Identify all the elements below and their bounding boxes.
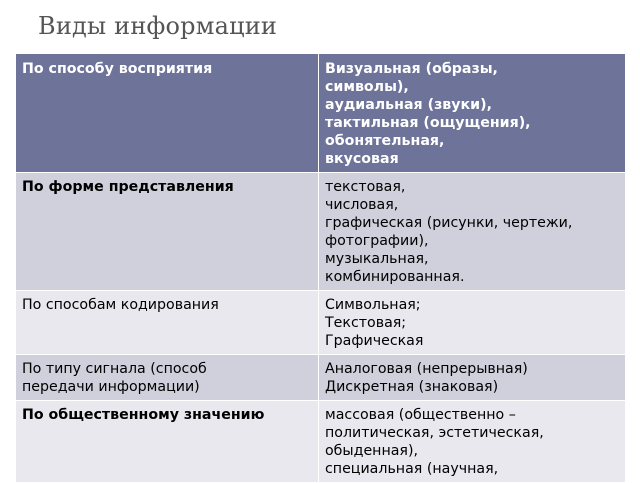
slide-title: Виды информации — [38, 12, 278, 40]
value-line: комбинированная. — [325, 269, 465, 285]
row-values — [319, 291, 626, 355]
value-line: текстовая, — [325, 179, 406, 195]
value-line: аудиальная (звуки), — [325, 97, 492, 113]
value-line: обыденная), — [325, 443, 418, 459]
row-values — [319, 54, 626, 173]
row-values — [319, 173, 626, 291]
row-label — [16, 173, 319, 291]
value-line: Символьная; — [325, 297, 421, 313]
table-row — [16, 54, 626, 173]
value-line: Визуальная (образы, — [325, 61, 498, 77]
value-line: вкусовая — [325, 151, 399, 167]
row-label-text: По общественному значению — [22, 407, 265, 423]
table-row — [16, 401, 626, 483]
value-line: массовая (общественно – — [325, 407, 516, 423]
value-line: тактильная (ощущения), — [325, 115, 531, 131]
value-line: музыкальная, — [325, 251, 429, 267]
value-line: числовая, — [325, 197, 399, 213]
row-label — [16, 54, 319, 173]
value-line: обонятельная, — [325, 133, 445, 149]
value-line: Текстовая; — [325, 315, 407, 331]
table-row — [16, 291, 626, 355]
value-line: Дискретная (знаковая) — [325, 379, 499, 395]
value-line: Аналоговая (непрерывная) — [325, 361, 528, 377]
row-label-text: По способам кодирования — [22, 297, 219, 313]
value-line: политическая, эстетическая, — [325, 425, 544, 441]
row-label-text: По типу сигнала (способ — [22, 361, 207, 377]
value-line: графическая (рисунки, чертежи, — [325, 215, 573, 231]
row-label-text: По форме представления — [22, 179, 234, 195]
row-values — [319, 355, 626, 401]
table-row — [16, 355, 626, 401]
value-line: фотографии), — [325, 233, 429, 249]
row-label-text: По способу восприятия — [22, 61, 213, 77]
row-values — [319, 401, 626, 483]
value-line: Графическая — [325, 333, 424, 349]
info-types-table — [15, 53, 626, 483]
table-row — [16, 173, 626, 291]
row-label — [16, 291, 319, 355]
value-line: символы), — [325, 79, 409, 95]
row-label — [16, 401, 319, 483]
row-label — [16, 355, 319, 401]
value-line: специальная (научная, — [325, 461, 499, 477]
row-label-text: передачи информации) — [22, 379, 200, 395]
